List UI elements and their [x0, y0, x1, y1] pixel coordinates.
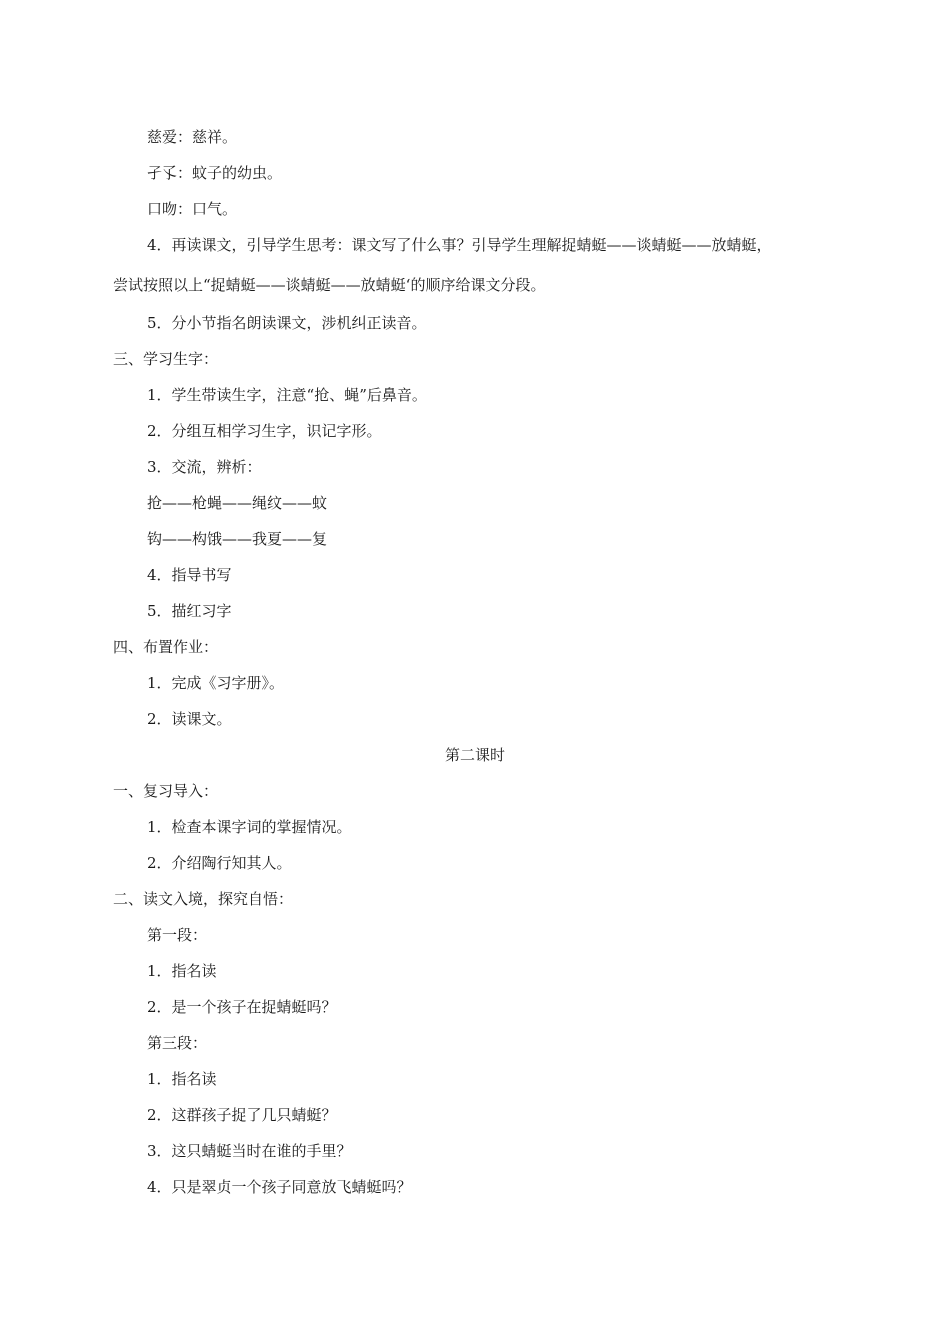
- section-heading-2: 二、读文入境，探究自悟：: [113, 890, 294, 908]
- vocab-line-jiejue: 孑孓：蚊子的幼虫。: [147, 164, 283, 182]
- list-item: 2．读课文。: [147, 710, 232, 728]
- step-4-reread: 4．再读课文，引导学生思考：课文写了什么事？引导学生理解捉蜻蜓——谈蜻蜓——放蜻蜓，: [147, 236, 772, 254]
- step-4-continuation: 尝试按照以上“捉蜻蜓——谈蜻蜓——放蜻蜓‘的顺序给课文分段。: [113, 276, 546, 294]
- vocab-line-kouwen: 口吻：口气。: [147, 200, 238, 218]
- list-item: 3．这只蜻蜓当时在谁的手里？: [147, 1142, 352, 1160]
- list-item: 4．只是翠贞一个孩子同意放飞蜻蜓吗？: [147, 1178, 412, 1196]
- list-item: 1．检查本课字词的掌握情况。: [147, 818, 352, 836]
- char-pair-line: 钩——构饿——我夏——复: [147, 530, 328, 548]
- subsection-heading: 第三段：: [147, 1034, 208, 1052]
- lesson-title: 第二课时: [444, 746, 505, 764]
- vocab-line-ciai: 慈爱：慈祥。: [147, 128, 238, 146]
- list-item: 1．学生带读生字，注意“抢、蝇”后鼻音。: [147, 386, 427, 404]
- section-heading-1: 一、复习导入：: [113, 782, 219, 800]
- list-item: 2．这群孩子捉了几只蜻蜓？: [147, 1106, 337, 1124]
- section-heading-4: 四、布置作业：: [113, 638, 219, 656]
- list-item: 2．是一个孩子在捉蜻蜓吗？: [147, 998, 337, 1016]
- list-item: 1．指名读: [147, 962, 217, 980]
- list-item: 3．交流，辨析：: [147, 458, 262, 476]
- char-pair-line: 抢——枪蝇——绳纹——蚊: [147, 494, 328, 512]
- list-item: 2．介绍陶行知其人。: [147, 854, 292, 872]
- list-item: 2．分组互相学习生字，识记字形。: [147, 422, 382, 440]
- list-item: 5．描红习字: [147, 602, 232, 620]
- step-5-read-aloud: 5．分小节指名朗读课文，涉机纠正读音。: [147, 314, 427, 332]
- list-item: 4．指导书写: [147, 566, 232, 584]
- list-item: 1．完成《习字册》。: [147, 674, 285, 692]
- subsection-heading: 第一段：: [147, 926, 208, 944]
- list-item: 1．指名读: [147, 1070, 217, 1088]
- section-heading-3: 三、学习生字：: [113, 350, 219, 368]
